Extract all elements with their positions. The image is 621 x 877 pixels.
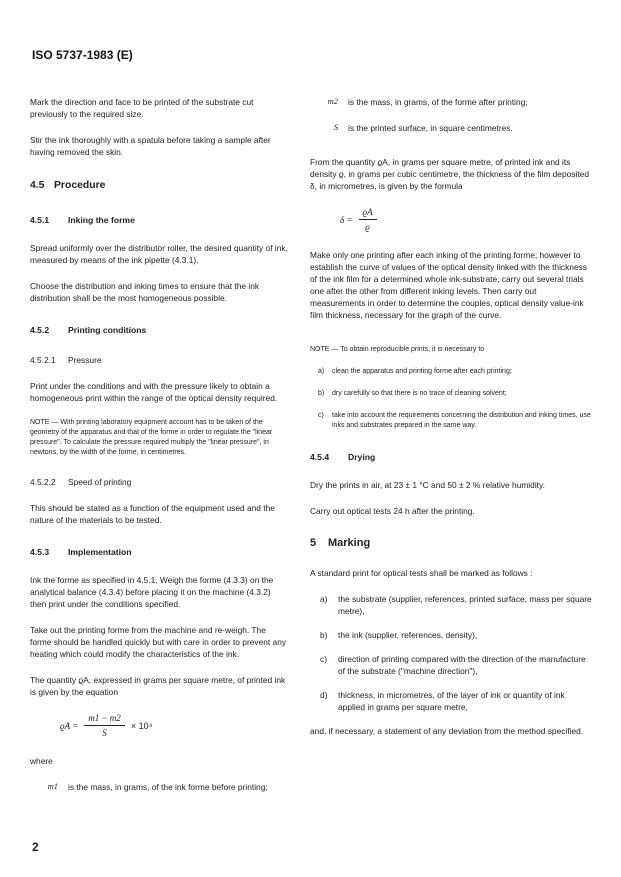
item-label: c) xyxy=(320,654,327,664)
marking-item xyxy=(310,629,592,641)
definition-text: is the mass, in grams, of the ink forme before printing; xyxy=(68,782,268,792)
definition-m1 xyxy=(30,781,288,793)
note: NOTE — With printing laboratory equipment account has to be taken of the geometry of the apparatus and that of the forme in order to regulate the "linear pressure". To calculate the pressure required multiply the "linear pressure", in newtons, by the width of the forme, in centimetres. xyxy=(30,419,273,456)
section-number: 4.5.3 xyxy=(30,547,50,557)
section-number: 4.5.2 xyxy=(30,325,50,335)
item-text: direction of printing compared with the direction of the manufacture of the substrate ("machine direction"), xyxy=(338,654,586,676)
section-title: Pressure xyxy=(68,355,102,365)
section-title: Marking xyxy=(328,537,371,549)
definition-text: is the mass, in grams, of the forme after printing; xyxy=(348,97,528,107)
section-number: 4.5.2.1 xyxy=(30,355,56,365)
left-column xyxy=(30,96,288,807)
section-heading-4-5 xyxy=(30,180,288,192)
paragraph: The quantity ϱA, expressed in grams per square metre, of printed ink is given by the equation xyxy=(30,675,286,697)
definition-m2 xyxy=(310,96,592,108)
definition-symbol: S xyxy=(333,123,338,132)
paragraph: Carry out optical tests 24 h after the printing. xyxy=(310,506,475,516)
paragraph: Dry the prints in air, at 23 ± 1 °C and 50 ± 2 % relative humidity. xyxy=(310,480,545,490)
document-header: ISO 5737-1983 (E) xyxy=(32,48,133,62)
paragraph: Choose the distribution and inking times to ensure that the ink distribution shall be the most homogeneous possible. xyxy=(30,281,260,303)
note-intro: NOTE — To obtain reproducible prints, it is necessary to xyxy=(310,346,485,353)
paragraph: Make only one printing after each inking of the printing forme; however to establish the curve of values of the optical density linked with the thickness of the ink film for a determined whole ink-substrate, carry out several trials one after the other from different inking levels. Then carry out measurements in order to determine the couples, optical density value-ink film thickness, necessary for the graph of the curve. xyxy=(310,250,587,320)
equation-numerator: m1 − m2 xyxy=(84,712,125,726)
section-number: 4.5.4 xyxy=(310,452,330,462)
paragraph: This should be stated as a function of the equipment used and the nature of the materials to be tested. xyxy=(30,503,275,525)
paragraph: Print under the conditions and with the pressure likely to obtain a homogeneous print within the range of the optical density required. xyxy=(30,381,278,403)
where-label: where xyxy=(30,756,53,766)
equation-thickness xyxy=(340,206,592,233)
equation-lhs: ϱA = xyxy=(60,720,79,731)
paragraph: Ink the forme as specified in 4.5.1. Weigh the forme (4.3.3) on the analytical balance (4.3.4) before placing it on the machine (4.3.2) then print under the conditions specified. xyxy=(30,575,274,609)
section-number: 4.5.2.2 xyxy=(30,477,56,487)
item-label: c) xyxy=(318,412,324,419)
section-number: 4.5.1 xyxy=(30,215,50,225)
item-text: take into account the requirements concerning the distribution and inking times, use inks and substrates prepared in the same way. xyxy=(332,412,591,429)
item-label: a) xyxy=(318,368,325,375)
item-text: the substrate (supplier, references, printed surface, mass per square metre), xyxy=(338,594,592,616)
item-label: d) xyxy=(320,690,328,700)
item-label: b) xyxy=(320,630,328,640)
item-text: dry carefully so that there is no trace of cleaning solvent; xyxy=(332,390,507,397)
paragraph: Take out the printing forme from the machine and re-weigh. The forme should be handled quickly but with care in order to prevent any heating which could modify the characteristics of the ink. xyxy=(30,625,287,659)
item-text: the ink (supplier, references, density), xyxy=(338,630,478,640)
marking-item xyxy=(310,689,592,713)
item-label: a) xyxy=(320,594,328,604)
equation-fraction xyxy=(84,712,125,739)
equation-lhs: δ = xyxy=(340,214,353,225)
section-title: Speed of printing xyxy=(68,477,132,487)
section-title: Printing conditions xyxy=(68,325,147,335)
item-text: thickness, in micrometres, of the layer of ink or quantity of ink applied in grams per square metre, xyxy=(338,690,565,712)
item-text: clean the apparatus and printing forme after each printing; xyxy=(332,368,512,375)
section-heading-4-5-4 xyxy=(310,451,592,463)
equation-numerator: ϱA xyxy=(359,206,377,220)
marking-item xyxy=(310,593,592,617)
definition-text: is the printed surface, in square centimetres. xyxy=(348,123,513,133)
section-number: 5 xyxy=(310,537,317,549)
section-heading-5 xyxy=(310,537,592,549)
paragraph: From the quantity ϱA, in grams per square metre, of printed ink and its density ϱ, in grams per cubic centimetre, the thickness of the film deposited δ, in micrometres, is given by the formula xyxy=(310,157,589,191)
equation-fraction xyxy=(359,206,377,233)
right-column xyxy=(310,96,592,751)
section-title: Drying xyxy=(348,452,376,462)
equation-rhs: × 10⁴ xyxy=(130,720,153,731)
section-title: Implementation xyxy=(68,547,132,557)
section-heading-4-5-2-2 xyxy=(30,476,288,488)
definition-symbol: m1 xyxy=(47,782,58,791)
section-heading-4-5-2-1 xyxy=(30,354,288,366)
paragraph: Spread uniformly over the distributor roller, the desired quantity of ink, measured by means of the ink pipette (4.3.1). xyxy=(30,243,288,265)
section-title: Inking the forme xyxy=(68,215,135,225)
section-heading-4-5-2 xyxy=(30,324,288,336)
paragraph: A standard print for optical tests shall be marked as follows : xyxy=(310,568,533,578)
section-heading-4-5-1 xyxy=(30,214,288,226)
item-label: b) xyxy=(318,390,325,397)
page-number: 2 xyxy=(32,840,39,854)
section-number: 4.5 xyxy=(30,180,45,191)
section-heading-4-5-3 xyxy=(30,546,288,558)
note-item xyxy=(310,411,592,431)
note-item xyxy=(310,389,592,399)
paragraph: and, if necessary, a statement of any deviation from the method specified. xyxy=(310,726,584,736)
section-title: Procedure xyxy=(54,180,106,191)
paragraph: Stir the ink thoroughly with a spatula before taking a sample after having removed the skin. xyxy=(30,135,271,157)
definition-s xyxy=(310,122,592,134)
definition-symbol: m2 xyxy=(327,97,338,106)
equation-quantity xyxy=(60,712,288,739)
note-item xyxy=(310,367,592,377)
equation-denominator: ϱ xyxy=(365,222,370,232)
equation-denominator: S xyxy=(102,728,107,738)
marking-item xyxy=(310,653,592,677)
paragraph: Mark the direction and face to be printed of the substrate cut previously to the required size. xyxy=(30,97,254,119)
